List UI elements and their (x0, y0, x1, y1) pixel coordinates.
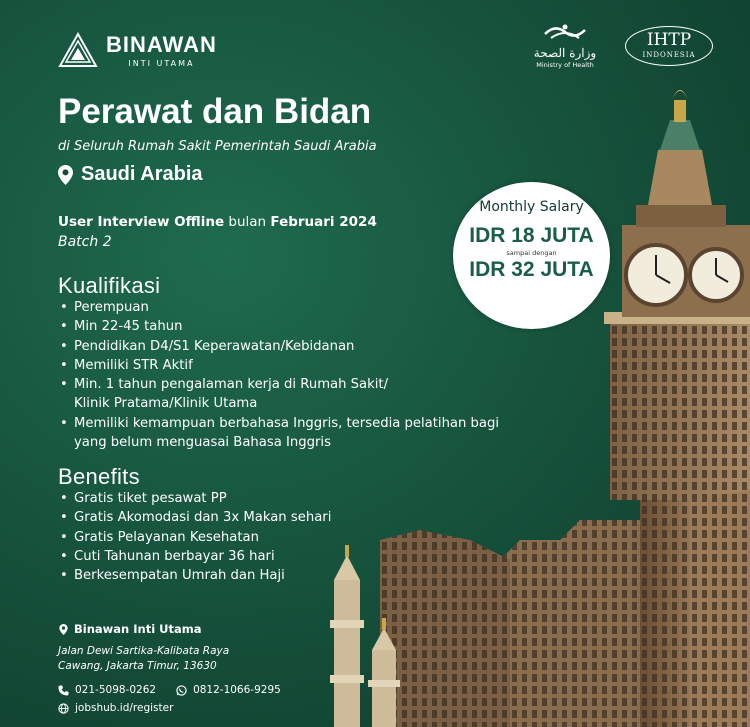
ihtp-logo (625, 26, 713, 66)
globe-icon (58, 703, 69, 714)
list-item: • Pendidikan D4/S1 Keperawatan/Kebidanan (58, 337, 528, 356)
list-item: • Gratis Pelayanan Kesehatan (58, 528, 331, 547)
list-item: • Cuti Tahunan berbayar 36 hari (58, 547, 331, 566)
ministry-emblem-icon (541, 22, 589, 42)
page-title: Perawat dan Bidan (58, 92, 372, 131)
address-line-2: Cawang, Jakarta Timur, 13630 (58, 660, 217, 672)
ihtp-name: IHTP (646, 30, 692, 50)
map-pin-icon (58, 165, 73, 185)
salary-separator: sampai dengan (506, 249, 557, 257)
ihtp-country: INDONESIA (642, 51, 696, 59)
moh-english-text: Ministry of Health (536, 61, 594, 69)
location (58, 163, 203, 186)
company-subname: INTI UTAMA (128, 59, 195, 68)
salary-max: IDR 32 JUTA (469, 258, 594, 281)
whatsapp-icon (176, 685, 187, 696)
list-item: • Gratis Akomodasi dan 3x Makan sehari (58, 508, 331, 527)
list-item: • Min 22-45 tahun (58, 317, 528, 336)
qualifications-heading: Kualifikasi (58, 273, 161, 298)
company-name: BINAWAN (106, 32, 217, 57)
website-link[interactable]: jobshub.id/register (75, 702, 174, 714)
moh-arabic-text: وزارة الصحة (533, 46, 597, 60)
contact-website-row (58, 702, 281, 714)
page-subtitle: di Seluruh Rumah Sakit Pemerintah Saudi Arabia (58, 139, 377, 154)
ministry-of-health-logo (530, 22, 600, 69)
interview-month: Februari 2024 (270, 214, 377, 230)
interview-type: User Interview Offline (58, 214, 225, 230)
location-text: Saudi Arabia (81, 163, 203, 185)
list-item: • Memiliki kemampuan berbahasa Inggris, tersedia pelatihan bagi yang belum menguasai Bahasa Inggris (58, 414, 529, 453)
benefits-heading: Benefits (58, 464, 140, 489)
list-item: • Berkesempatan Umrah dan Haji (58, 566, 331, 585)
whatsapp-link[interactable]: 0812-1066-9295 (193, 684, 281, 696)
qualifications-list (58, 298, 528, 452)
interview-connector: bulan (224, 214, 271, 230)
interview-info (58, 214, 377, 230)
company-logo (58, 32, 217, 68)
map-pin-icon (58, 624, 69, 635)
binawan-triangle-icon (58, 32, 98, 68)
salary-label: Monthly Salary (479, 199, 584, 215)
contact-name: Binawan Inti Utama (74, 622, 202, 636)
contact-name-row (58, 622, 281, 636)
contact-address (58, 644, 281, 674)
list-item: • Perempuan (58, 298, 528, 317)
phone-icon (58, 685, 69, 696)
contact-phones (58, 684, 281, 696)
contact-block (58, 622, 281, 714)
list-item: • Min. 1 tahun pengalaman kerja di Rumah Sakit/ Klinik Pratama/Klinik Utama (58, 375, 414, 414)
batch-label: Batch 2 (58, 234, 112, 250)
salary-min: IDR 18 JUTA (469, 224, 594, 247)
list-item: • Gratis tiket pesawat PP (58, 489, 331, 508)
list-item: • Memiliki STR Aktif (58, 356, 528, 375)
benefits-list (58, 489, 331, 585)
address-line-1: Jalan Dewi Sartika-Kalibata Raya (58, 645, 230, 657)
phone-link[interactable]: 021-5098-0262 (75, 684, 157, 696)
